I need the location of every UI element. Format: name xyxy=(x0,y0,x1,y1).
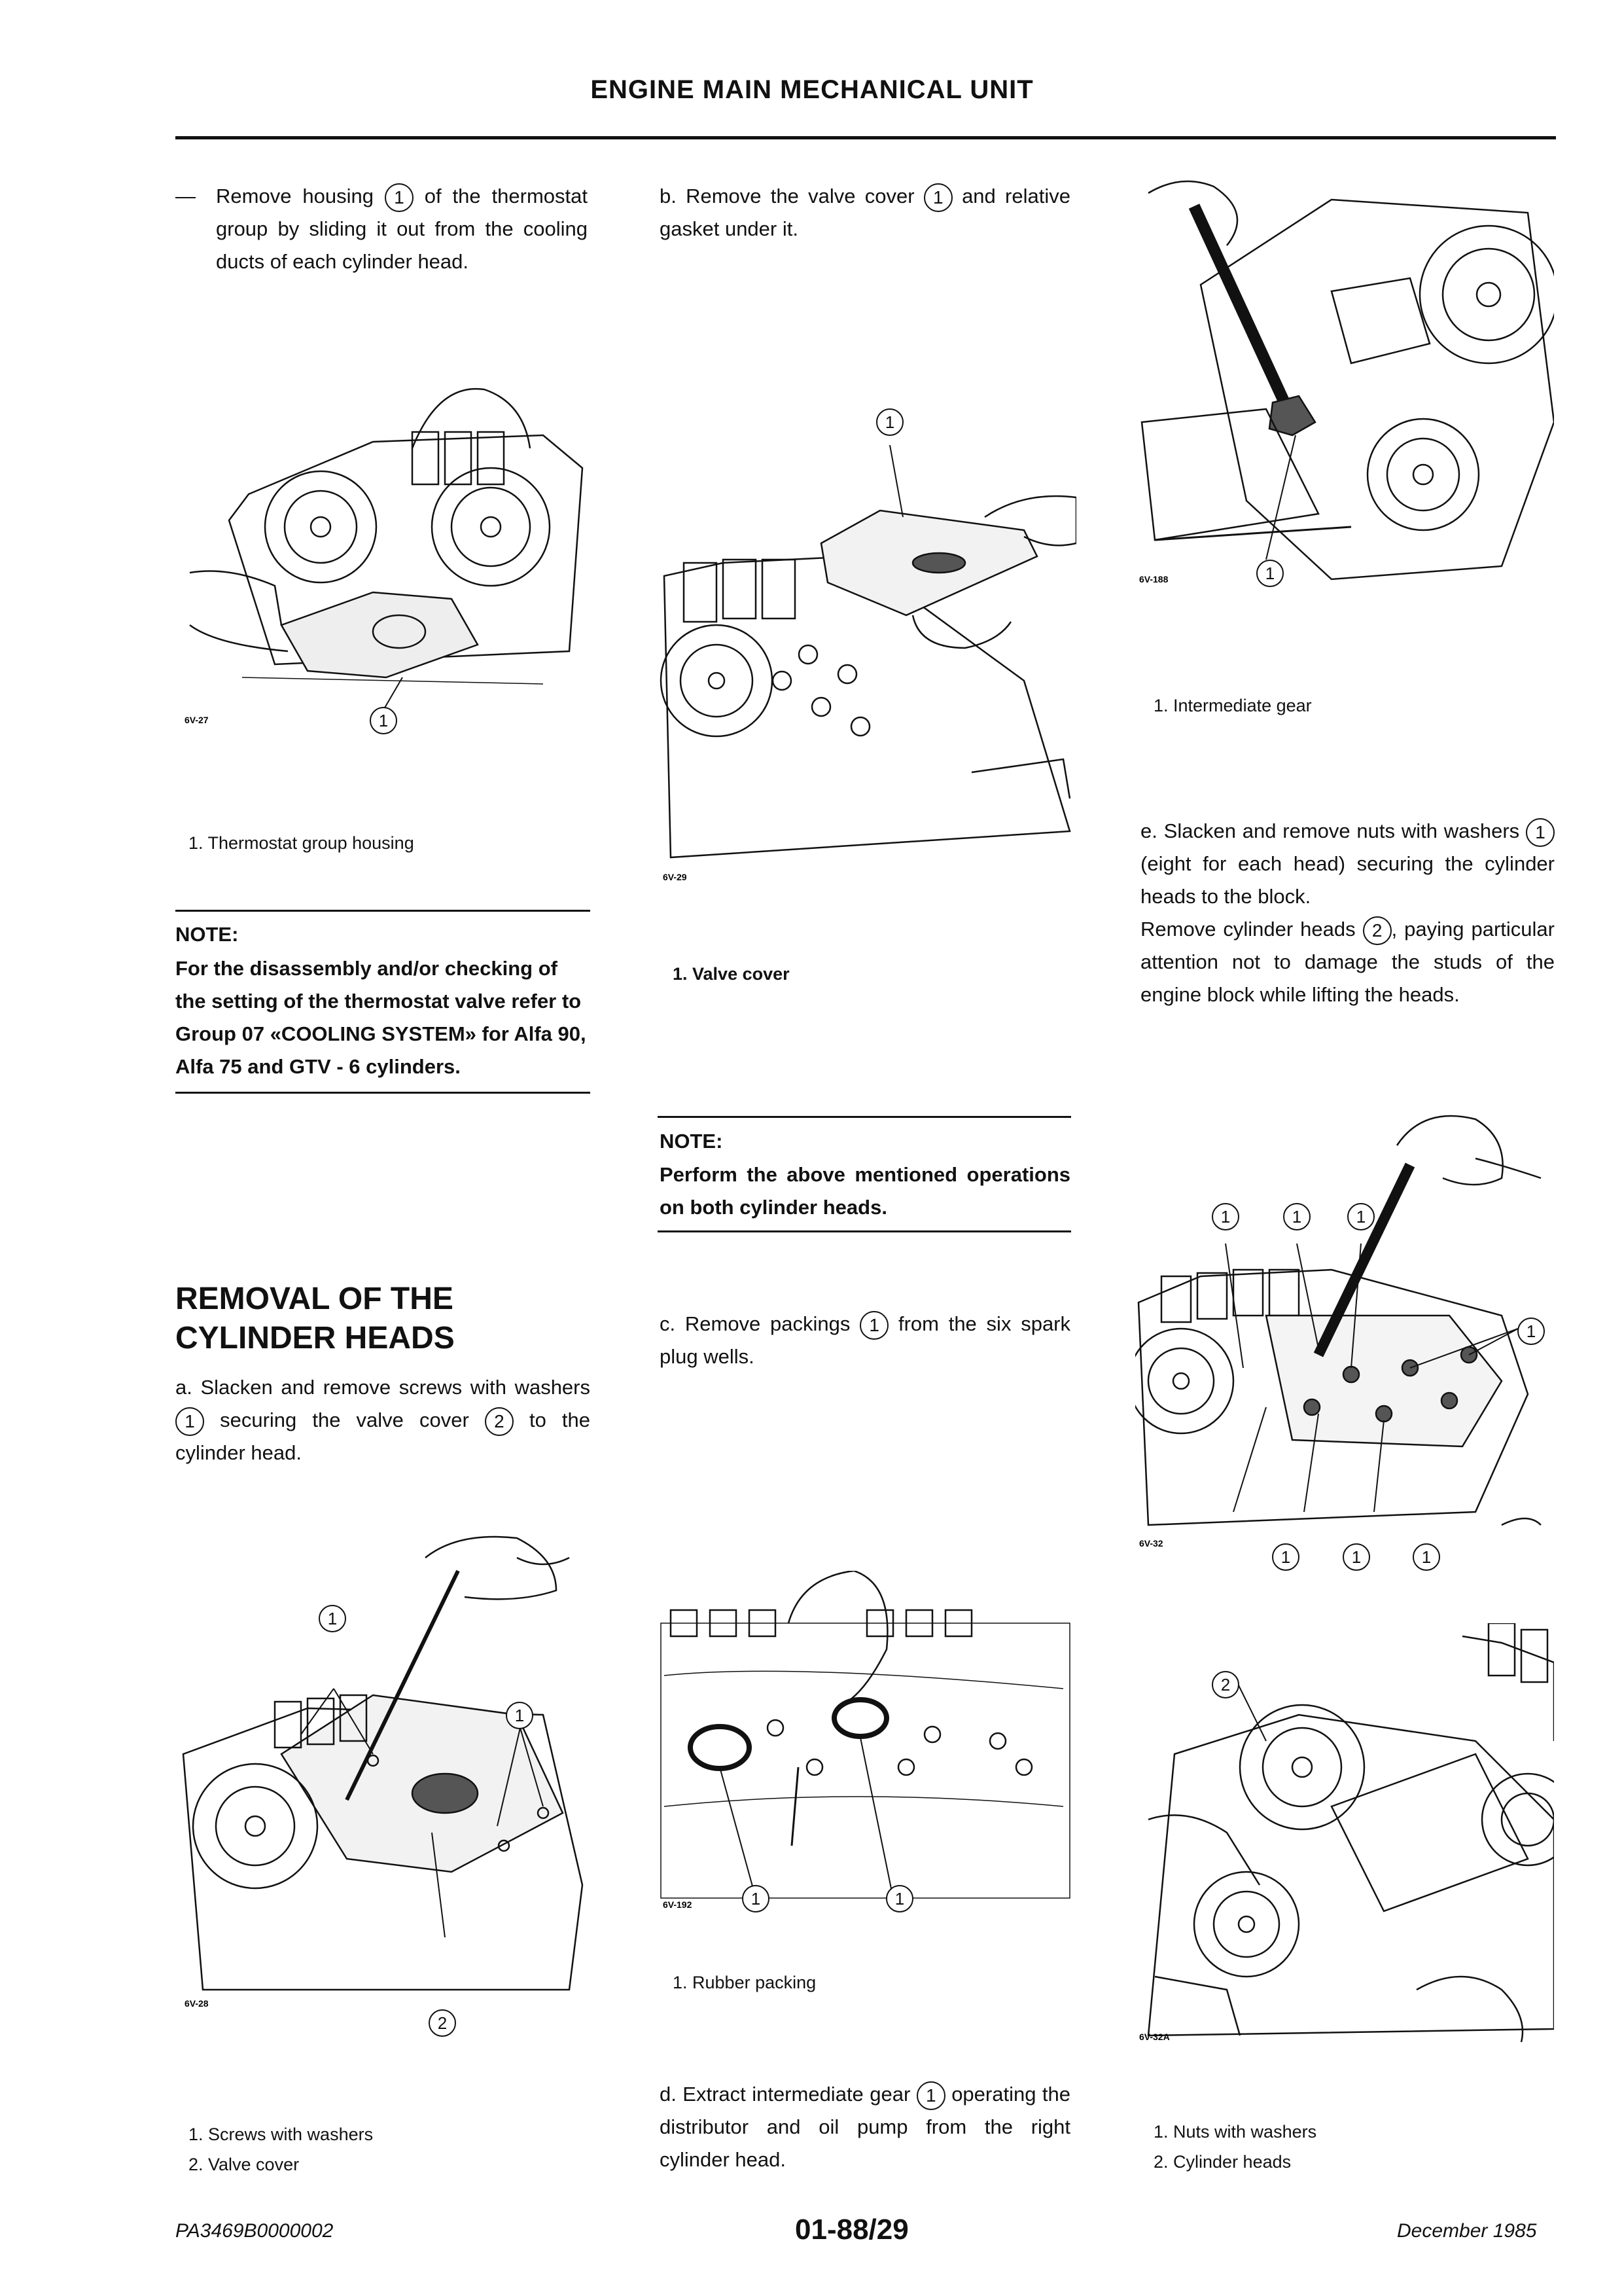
figure-nuts-with-washers xyxy=(1135,1106,1554,1564)
figure-caption-1: 1. Nuts with washers xyxy=(1154,2122,1317,2142)
callout-1: 1 xyxy=(924,183,953,212)
callout-1: 1 xyxy=(175,1407,204,1436)
step-text: securing the valve cover xyxy=(220,1408,469,1431)
figure-callout-1: 1 xyxy=(1517,1318,1545,1345)
callout-2: 2 xyxy=(1363,916,1392,945)
callout-1: 1 xyxy=(1526,818,1555,847)
step-text: Remove housing xyxy=(216,185,374,207)
callout-2: 2 xyxy=(485,1407,514,1436)
header-rule xyxy=(175,136,1556,139)
figure-valve-cover-screws xyxy=(177,1518,595,2016)
step-b xyxy=(660,180,1070,245)
figure-rubber-packing xyxy=(658,1571,1076,1937)
figure-code: 6V-188 xyxy=(1139,574,1169,584)
figure-caption: 1. Valve cover xyxy=(673,964,790,984)
step-remove-housing xyxy=(175,180,588,278)
figure-thermostat-housing xyxy=(177,376,595,743)
step-e xyxy=(1140,815,1555,1011)
figure-callout-1: 1 xyxy=(1212,1203,1239,1230)
step-c xyxy=(660,1308,1070,1373)
note-text: Perform the above mentioned operations on both cylinder heads. xyxy=(660,1163,1070,1219)
figure-caption-1: 1. Screws with washers xyxy=(188,2125,374,2144)
note-rule-top xyxy=(658,1116,1071,1118)
note-rule-bottom xyxy=(658,1230,1071,1232)
footer-date: December 1985 xyxy=(1397,2220,1537,2242)
step-text: b. Remove the valve cover xyxy=(660,185,915,207)
figure-callout-1: 1 xyxy=(1347,1203,1375,1230)
section-title xyxy=(175,1280,594,1358)
note-text: For the disassembly and/or checking of the setting of the thermostat valve refer to Group 07 «COOLING SYSTEM» for Alfa 90, Alfa 75 and GTV - 6 cylinders. xyxy=(175,957,586,1078)
step-a xyxy=(175,1371,590,1469)
note-rule-top xyxy=(175,910,590,912)
footer-page-number: 01-88/29 xyxy=(795,2214,909,2246)
figure-callout-2: 2 xyxy=(1212,1671,1239,1698)
footer-document-code: PA3469B0000002 xyxy=(175,2220,334,2242)
step-text: c. Remove packings xyxy=(660,1312,851,1335)
section-title-line-2: CYLINDER HEADS xyxy=(175,1321,455,1355)
figure-code: 6V-32 xyxy=(1139,1538,1163,1549)
step-text: Remove cylinder heads xyxy=(1140,918,1356,941)
figure-caption: 1. Intermediate gear xyxy=(1154,696,1312,715)
step-text: d. Extract intermediate gear xyxy=(660,2083,911,2106)
figure-callout-1: 1 xyxy=(876,408,904,436)
step-d xyxy=(660,2078,1070,2176)
step-text: e. Slacken and remove nuts with washers xyxy=(1140,819,1520,842)
figure-callout-1: 1 xyxy=(1413,1543,1440,1571)
figure-code: 6V-29 xyxy=(663,872,687,882)
figure-intermediate-gear xyxy=(1135,173,1554,599)
callout-1: 1 xyxy=(385,183,414,212)
figure-code: 6V-192 xyxy=(663,1899,692,1910)
note-label: NOTE: xyxy=(175,923,239,946)
figure-callout-1: 1 xyxy=(1343,1543,1370,1571)
step-dash: — xyxy=(175,185,196,207)
step-text: to the cylinder head. xyxy=(175,1408,590,1464)
figure-callout-2: 2 xyxy=(429,2009,456,2037)
figure-callout-1: 1 xyxy=(319,1605,346,1632)
note-label: NOTE: xyxy=(660,1130,723,1153)
figure-caption-2: 2. Cylinder heads xyxy=(1154,2152,1292,2172)
section-title-line-1: REMOVAL OF THE xyxy=(175,1282,453,1316)
callout-1: 1 xyxy=(860,1311,889,1340)
figure-callout-1: 1 xyxy=(506,1702,533,1729)
figure-valve-cover xyxy=(658,406,1076,890)
note-rule-bottom xyxy=(175,1092,590,1094)
page-header-title: ENGINE MAIN MECHANICAL UNIT xyxy=(590,75,1034,104)
figure-callout-1: 1 xyxy=(742,1885,769,1912)
figure-callout-1: 1 xyxy=(886,1885,913,1912)
figure-code: 6V-27 xyxy=(185,715,209,725)
figure-callout-1: 1 xyxy=(1272,1543,1299,1571)
figure-code: 6V-32A xyxy=(1139,2032,1170,2042)
callout-1: 1 xyxy=(917,2081,945,2110)
step-text: of the thermostat group by sliding it out from the cooling ducts of each cylinder head. xyxy=(216,185,588,273)
step-text: , paying particular attention not to damage the studs of the engine block while lifting the heads. xyxy=(1140,918,1555,1006)
figure-code: 6V-28 xyxy=(185,1998,209,2009)
step-text: (eight for each head) securing the cylinder heads to the block. xyxy=(1140,852,1555,908)
step-text: operating the distributor and oil pump from the right cylinder head. xyxy=(660,2083,1070,2171)
step-text: and relative gasket under it. xyxy=(660,185,1070,240)
figure-callout-1: 1 xyxy=(1256,560,1284,587)
figure-cylinder-heads xyxy=(1135,1623,1554,2049)
figure-callout-1: 1 xyxy=(1283,1203,1311,1230)
figure-caption: 1. Rubber packing xyxy=(673,1973,817,1992)
figure-caption-2: 2. Valve cover xyxy=(188,2155,300,2174)
step-text: from the six spark plug wells. xyxy=(660,1312,1071,1368)
step-text: a. Slacken and remove screws with washers xyxy=(175,1376,590,1399)
figure-caption: 1. Thermostat group housing xyxy=(188,833,414,853)
figure-callout-1: 1 xyxy=(370,707,397,734)
